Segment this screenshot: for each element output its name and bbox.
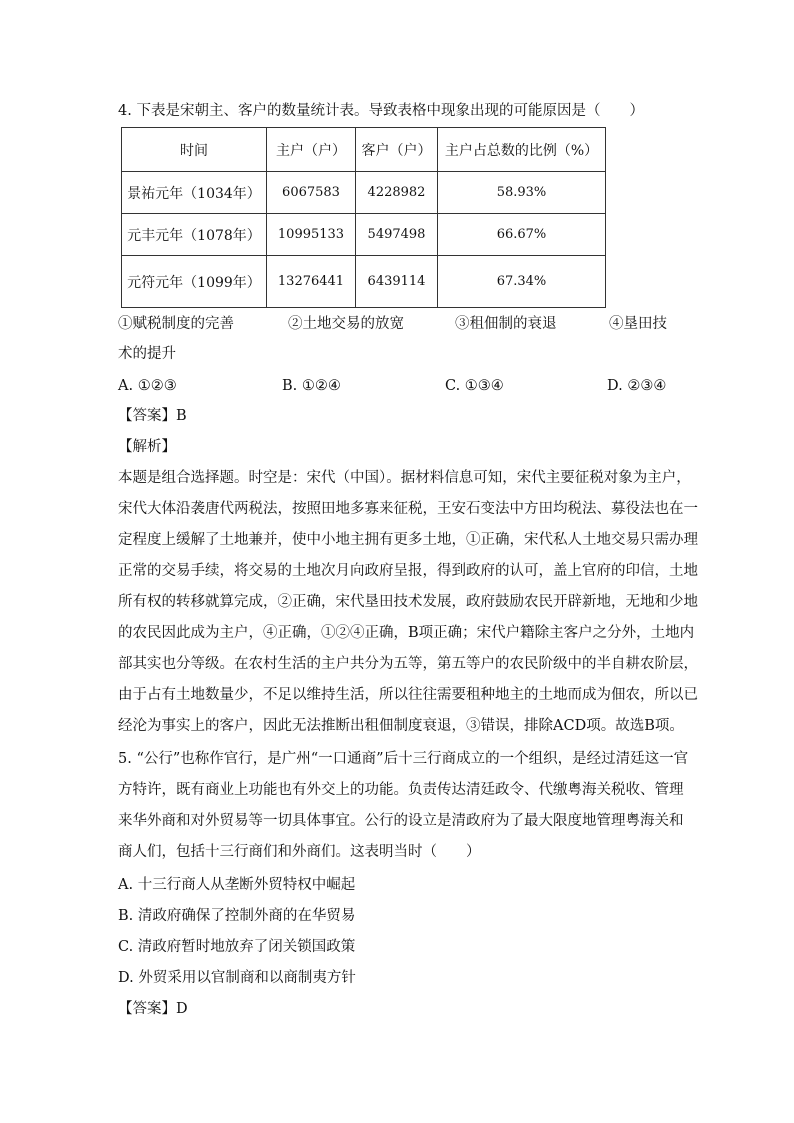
households-table <box>121 127 606 308</box>
statement-2: ②土地交易的放宽 <box>288 316 404 332</box>
analysis-line: 正常的交易手续，将交易的土地次月向政府呈报，得到政府的认可，盖上官府的印信，土地 <box>118 563 698 579</box>
analysis-line: 宋代大体沿袭唐代两税法，按照田地多寡来征税，王安石变法中方田均税法、募役法也在一 <box>118 501 698 517</box>
table-cell: 景祐元年（1034年） <box>122 172 267 214</box>
statement-3: ③租佃制的衰退 <box>455 316 557 332</box>
table-row <box>122 256 606 308</box>
table-cell: 67.34% <box>438 256 606 308</box>
analysis-line: 的农民因此成为主户，④正确，①②④正确，B项正确；宋代户籍除主客户之分外，土地内 <box>118 625 695 641</box>
statement-1: ①赋税制度的完善 <box>118 316 234 332</box>
option-b: B. ①②④ <box>282 378 341 394</box>
q5-option-b: B. 清政府确保了控制外商的在华贸易 <box>118 908 356 924</box>
table-row <box>122 214 606 256</box>
analysis-line: 经沦为事实上的客户，因此无法推断出租佃制度衰退，③错误，排除ACD项。故选B项。 <box>118 718 684 734</box>
question-5-stem: 来华外商和对外贸易等一切具体事宜。公行的设立是清政府为了最大限度地管理粤海关和 <box>118 813 684 829</box>
option-d: D. ②③④ <box>607 378 667 394</box>
question-5-stem: 5. “公行”也称作官行，是广州“一口通商”后十三行商成立的一个组织，是经过清廷这一官 <box>118 751 689 767</box>
analysis-line: 由于占有土地数量少，不足以维持生活，所以往往需要租种地主的土地而成为佃农，所以已 <box>118 687 698 703</box>
analysis-line: 部其实也分等级。在农村生活的主户共分为五等，第五等户的农民阶级中的半自耕农阶层， <box>118 656 698 672</box>
table-header-cell: 主户（户） <box>267 128 356 172</box>
analysis-title: 【解析】 <box>118 439 176 455</box>
q5-option-d: D. 外贸采用以官制商和以商制夷方针 <box>118 970 356 986</box>
table-cell: 6067583 <box>267 172 356 214</box>
option-a: A. ①②③ <box>118 378 177 394</box>
answer-5: 【答案】D <box>118 1001 188 1017</box>
table-header-cell: 客户（户） <box>356 128 438 172</box>
analysis-line: 定程度上缓解了土地兼并，使中小地主拥有更多土地，①正确，宋代私人土地交易只需办理 <box>118 532 698 548</box>
table-cell: 10995133 <box>267 214 356 256</box>
table-cell: 元丰元年（1078年） <box>122 214 267 256</box>
table-cell: 4228982 <box>356 172 438 214</box>
q5-option-c: C. 清政府暂时地放弃了闭关锁国政策 <box>118 939 356 955</box>
table-cell: 6439114 <box>356 256 438 308</box>
table-row <box>122 172 606 214</box>
table-cell: 13276441 <box>267 256 356 308</box>
question-5-stem: 商人们，包括十三行商们和外商们。这表明当时（ ） <box>118 844 481 860</box>
analysis-line: 所有权的转移就算完成，②正确，宋代垦田技术发展，政府鼓励农民开辟新地，无地和少地 <box>118 594 698 610</box>
question-5-stem: 方特许，既有商业上功能也有外交上的功能。负责传达清廷政令、代缴粤海关税收、管理 <box>118 782 684 798</box>
table-header-row <box>122 128 606 172</box>
question-4-stem: 4. 下表是宋朝主、客户的数量统计表。导致表格中现象出现的可能原因是（ ） <box>118 103 644 119</box>
q5-option-a: A. 十三行商人从垄断外贸特权中崛起 <box>118 877 356 893</box>
option-c: C. ①③④ <box>445 378 504 394</box>
analysis-line: 本题是组合选择题。时空是：宋代（中国）。据材料信息可知，宋代主要征税对象为主户， <box>118 470 691 486</box>
table-cell: 元符元年（1099年） <box>122 256 267 308</box>
answer-4: 【答案】B <box>118 408 187 424</box>
statement-4-continued: 术的提升 <box>118 346 176 362</box>
table-cell: 5497498 <box>356 214 438 256</box>
table-header-cell: 主户占总数的比例（%） <box>438 128 606 172</box>
table-cell: 58.93% <box>438 172 606 214</box>
table-header-cell: 时间 <box>122 128 267 172</box>
table-cell: 66.67% <box>438 214 606 256</box>
statement-4: ④垦田技 <box>609 316 667 332</box>
